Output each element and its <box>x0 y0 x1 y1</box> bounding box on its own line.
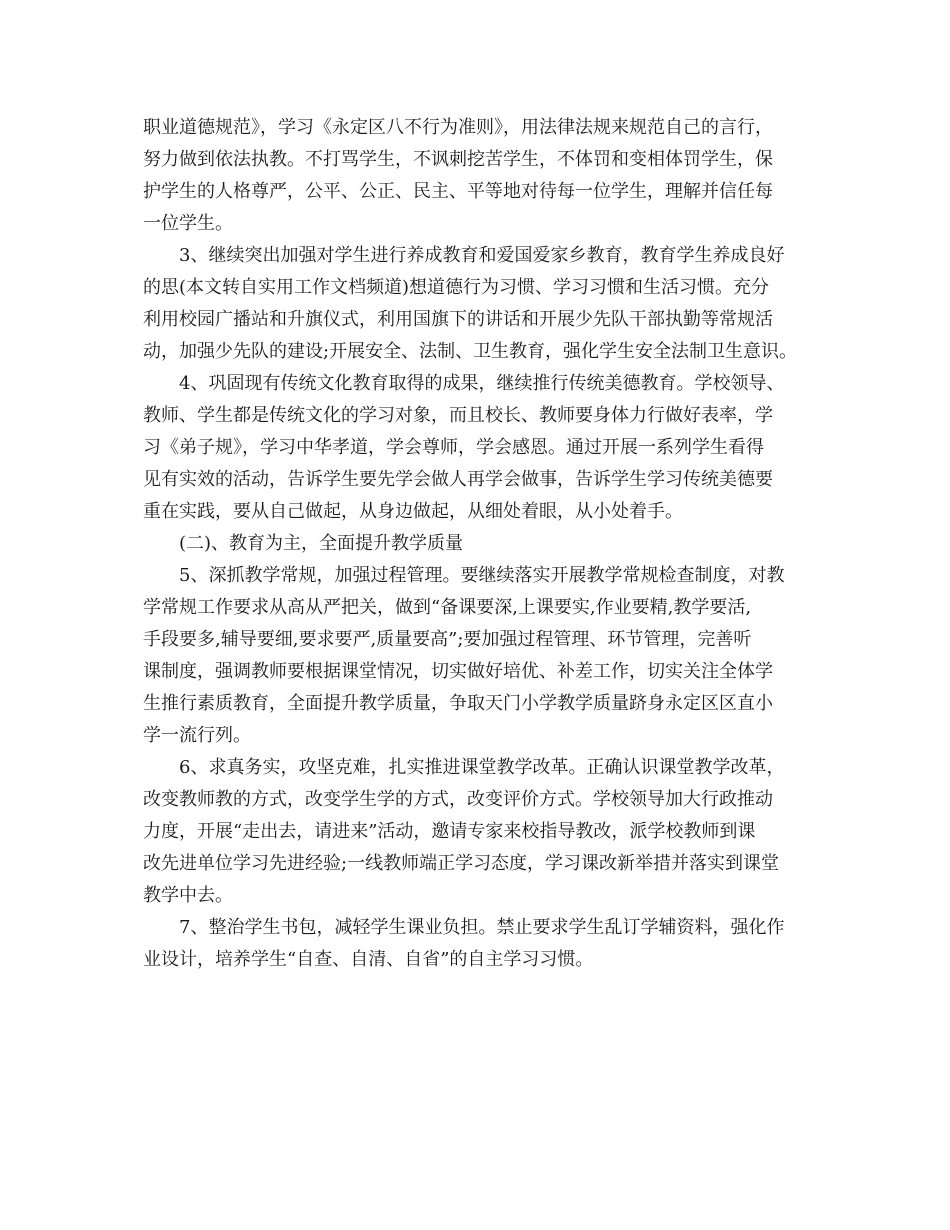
text-line: 生推行素质教育，全面提升教学质量，争取天门小学教学质量跻身永定区区直小 <box>143 693 773 714</box>
text-line: 力度，开展“走出去，请进来”活动，邀请专家来校指导教改，派学校教师到课 <box>143 821 756 842</box>
paragraph-7 <box>143 912 823 976</box>
text-line: 学一流行列。 <box>143 725 251 746</box>
text-line: 见有实效的活动，告诉学生要先学会做人再学会做事，告诉学生学习传统美德要 <box>143 469 773 490</box>
text-line: 职业道德规范》，学习《永定区八不行为准则》，用法律法规来规范自己的言行， <box>143 117 773 138</box>
paragraph-1 <box>143 112 823 240</box>
text-line: 利用校园广播站和升旗仪式，利用国旗下的讲话和开展少先队干部执勤等常规活 <box>143 309 773 330</box>
section-heading <box>143 528 823 560</box>
text-line: 重在实践，要从自己做起，从身边做起，从细处着眼，从小处着手。 <box>143 501 683 522</box>
text-line: 7、整治学生书包，减轻学生课业负担。禁止要求学生乱订学辅资料，强化作 <box>179 917 785 938</box>
text-line: 习《弟子规》，学习中华孝道，学会尊师，学会感恩。通过开展一系列学生看得 <box>143 437 764 458</box>
text-line: 课制度，强调教师要根据课堂情况，切实做好培优、补差工作，切实关注全体学 <box>143 661 773 682</box>
paragraph-6 <box>143 752 823 912</box>
text-line: 一位学生。 <box>143 213 233 234</box>
text-line: 改变教师教的方式，改变学生学的方式，改变评价方式。学校领导加大行政推动 <box>143 789 773 810</box>
text-line: 手段要多,辅导要细,要求要严,质量要高”;要加强过程管理、环节管理，完善听 <box>143 629 752 650</box>
text-line: 教学中去。 <box>143 885 233 906</box>
text-line: 5、深抓教学常规，加强过程管理。要继续落实开展教学常规检查制度，对教 <box>179 565 785 586</box>
text-line: 护学生的人格尊严，公平、公正、民主、平等地对待每一位学生，理解并信任每 <box>143 181 773 202</box>
text-line: 4、巩固现有传统文化教育取得的成果，继续推行传统美德教育。学校领导、 <box>179 373 785 394</box>
text-line: 的思(本文转自实用工作文档频道)想道德行为习惯、学习习惯和生活习惯。充分 <box>143 277 770 298</box>
text-line: 3、继续突出加强对学生进行养成教育和爱国爱家乡教育，教育学生养成良好 <box>179 245 785 266</box>
text-line: 业设计，培养学生“自查、自清、自省”的自主学习习惯。 <box>143 949 594 970</box>
text-line: 教师、学生都是传统文化的学习对象，而且校长、教师要身体力行做好表率，学 <box>143 405 773 426</box>
paragraph-3 <box>143 368 823 528</box>
text-line: 动，加强少先队的建设;开展安全、法制、卫生教育，强化学生安全法制卫生意识。 <box>143 341 798 362</box>
text-line: 改先进单位学习先进经验;一线教师端正学习态度，学习课改新举措并落实到课堂 <box>143 853 780 874</box>
text-line: (二)、教育为主，全面提升教学质量 <box>179 533 464 554</box>
text-line: 6、求真务实，攻坚克难，扎实推进课堂教学改革。正确认识课堂教学改革， <box>179 757 785 778</box>
document-body <box>143 112 823 976</box>
paragraph-5 <box>143 560 823 752</box>
text-line: 努力做到依法执教。不打骂学生，不讽刺挖苦学生，不体罚和变相体罚学生，保 <box>143 149 773 170</box>
paragraph-2 <box>143 240 823 368</box>
text-line: 学常规工作要求从高从严把关，做到“备课要深,上课要实,作业要精,教学要活, <box>143 597 752 618</box>
